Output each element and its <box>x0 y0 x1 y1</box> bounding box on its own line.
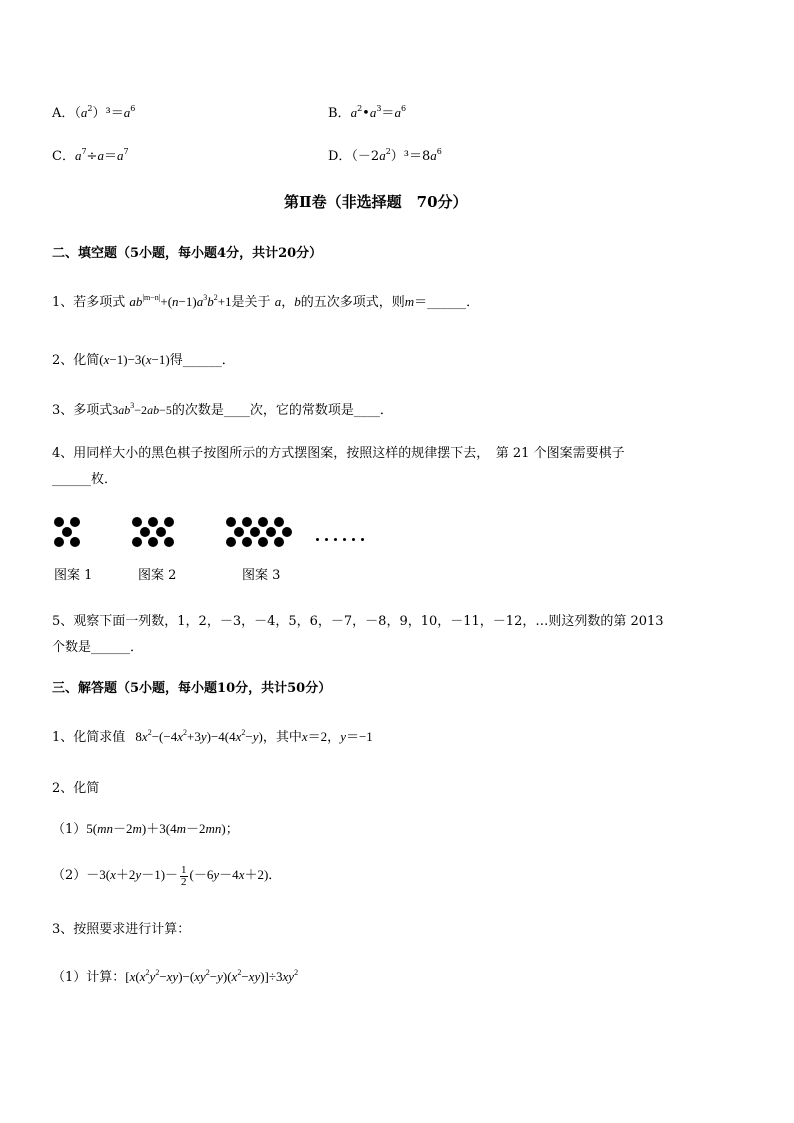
option-a: A．$(a^2)^3=a^6$ <box>52 104 136 121</box>
figure-2-dot <box>132 517 142 527</box>
s2-part1: （1）5(mn－2m)＋3(4m－2mn)； <box>52 821 239 837</box>
s2-part2-expression: －3(x＋2y－1)－ $\frac{1}{2}$ (－6y－4x＋2)． <box>86 863 282 888</box>
s2-part2: （2）－3(x＋2y－1)－ $\frac{1}{2}$ (－6y－4x＋2)． <box>52 863 282 888</box>
q2: 2、化简(x−1)−3(x−1)得______． <box>52 352 235 368</box>
figure-3-dot <box>242 537 252 547</box>
figure-1-dot <box>54 517 64 527</box>
figure-2-dot <box>156 527 166 537</box>
figure-3-dot <box>258 537 268 547</box>
figure-3-dot <box>266 527 276 537</box>
figure-2-dot <box>164 537 174 547</box>
q1-expression: $ab^{|m-n|}+(n-1)a^3b^2+1$ <box>129 293 232 309</box>
q3-expression: $3ab^3-2ab-5$ <box>112 401 172 417</box>
q2-expression: (x−1)−3(x−1) <box>99 352 170 367</box>
figure-2-dot <box>164 517 174 527</box>
figure-1-label: 图案 1 <box>54 568 93 583</box>
figure-1-dot <box>70 537 80 547</box>
s3-label: 3、按照要求进行计算： <box>52 922 191 937</box>
figure-3-dot <box>234 527 244 537</box>
figure-3-label: 图案 3 <box>242 568 281 583</box>
ellipsis-dot <box>325 538 328 541</box>
section2-title: 二、填空题（5小题，每小题4分，共计20分） <box>52 246 323 261</box>
figure-1-dot <box>62 527 72 537</box>
s2-part1-expression: 5(mn－2m)＋3(4m－2mn)； <box>86 821 239 836</box>
ellipsis-dot <box>343 538 346 541</box>
option-d: D．$(-2a^2)^3=8a^6$ <box>328 147 442 164</box>
figure-2-dot <box>140 527 150 537</box>
q5-line2: 个数是______． <box>52 640 144 655</box>
figure-2-label: 图案 2 <box>138 568 177 583</box>
q4-line2: ______枚． <box>52 472 118 487</box>
figure-3-dot <box>274 517 284 527</box>
q1: 1、若多项式 $ab^{|m-n|}+(n-1)a^3b^2+1$是关于 a，b的五次多项式，则m＝______． <box>52 293 480 310</box>
s3-part1-expression: $[x(x^2y^2-xy)-(xy^2-y)(x^2-xy)]\div 3xy^2$ <box>125 968 299 984</box>
option-c: C．$a^7\div a=a^7$ <box>52 147 129 164</box>
figure-3-dot <box>226 537 236 547</box>
section3-title: 三、解答题（5小题，每小题10分，共计50分） <box>52 681 332 696</box>
ellipsis-dot <box>352 538 355 541</box>
option-b: B．$a^2•a^3=a^6$ <box>328 104 407 121</box>
ellipsis-dot <box>316 538 319 541</box>
q3: 3、多项式$3ab^3-2ab-5$的次数是____次，它的常数项是____． <box>52 401 393 418</box>
s2-label: 2、化简 <box>52 781 100 796</box>
figure-3-dot <box>250 527 260 537</box>
figure-3-dot <box>274 537 284 547</box>
figure-3-dot <box>258 517 268 527</box>
figure-3-dot <box>282 527 292 537</box>
part2-title: 第Ⅱ卷（非选择题 70分） <box>284 193 468 211</box>
s3-part1: （1）计算：$[x(x^2y^2-xy)-(xy^2-y)(x^2-xy)]\div 3xy^2$ <box>52 968 299 985</box>
figure-3-dot <box>242 517 252 527</box>
s1-expression: $8x^2-(-4x^2+3y)-4(4x^2-y)$ <box>135 728 263 744</box>
ellipsis-dot <box>361 538 364 541</box>
figure-1-dot <box>70 517 80 527</box>
s1: 1、化简求值 $8x^2-(-4x^2+3y)-4(4x^2-y)$，其中x＝2，y＝−1 <box>52 728 373 745</box>
figure-1-dot <box>54 537 64 547</box>
figure-2-dot <box>148 517 158 527</box>
q5-line1: 5、观察下面一列数，1，2，－3，－4，5，6，－7，－8，9，10，－11，－12，…则这列数的第 2013 <box>52 614 664 629</box>
figure-2-dot <box>132 537 142 547</box>
figure-2-dot <box>148 537 158 547</box>
figure-3-dot <box>226 517 236 527</box>
ellipsis-dot <box>334 538 337 541</box>
q4-line1: 4、用同样大小的黑色棋子按图所示的方式摆图案，按照这样的规律摆下去， 第 21 个图案需要棋子 <box>52 446 625 461</box>
